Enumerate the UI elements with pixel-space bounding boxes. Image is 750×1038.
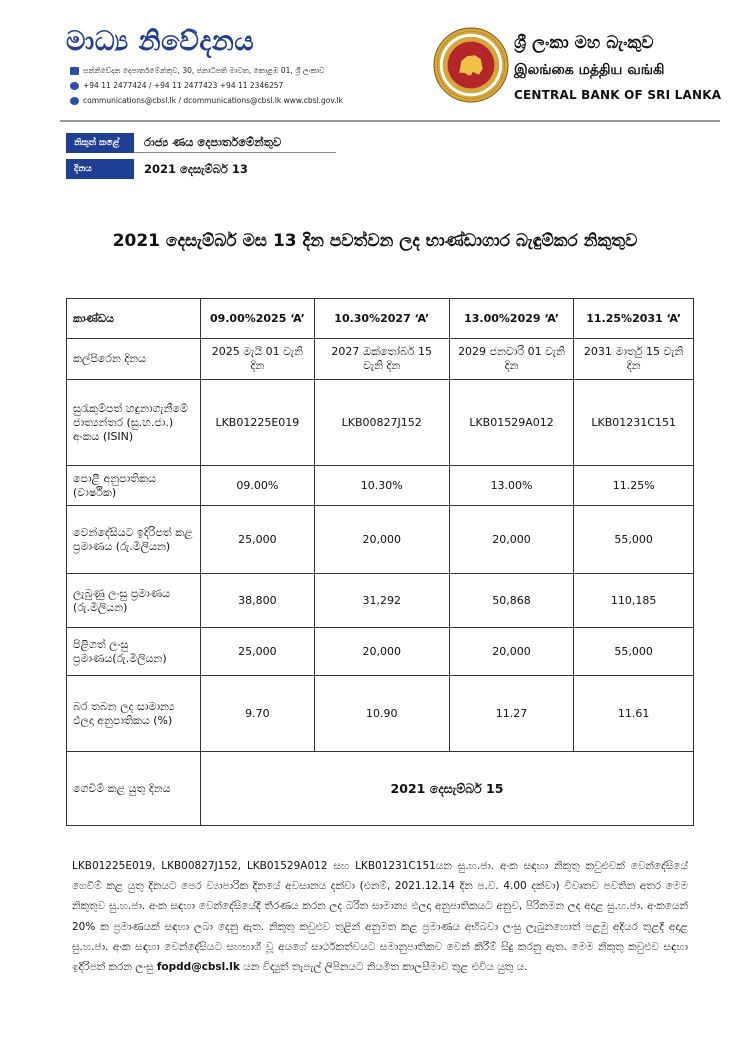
letterhead (0, 0, 750, 122)
email-web-text[interactable]: communications@cbsl.lk / dcommunications@cbsl.lk www.cbsl.gov.lk (83, 96, 344, 105)
header-divider (60, 120, 720, 122)
row-label: කල්පිරෙන දිනය (67, 339, 201, 380)
phone-text: +94 11 2477424 / +94 11 2477423 +94 11 2346257 (83, 81, 284, 90)
table-cell: 20,000 (314, 628, 449, 676)
table-cell: 20,000 (449, 506, 574, 574)
table-cell: 38,800 (201, 574, 315, 628)
auction-results-table (66, 298, 694, 826)
issued-by-value: රාජ්‍ය ණය දෙපාර්තමේන්තුව (134, 133, 336, 153)
table-cell: 25,000 (201, 628, 315, 676)
table-cell: 10.30%2027 ‘A’ (314, 299, 449, 339)
table-cell: LKB00827J152 (314, 380, 449, 466)
row-label: බර තබන ලද සාමාන්‍ය ඵලදා අනුපාතිකය (%) (67, 676, 201, 752)
email-line (70, 96, 343, 105)
table-cell: 13.00% (449, 466, 574, 506)
table-row (67, 628, 694, 676)
row-label: කාණ්ඩය (67, 299, 201, 339)
row-label: පිළිගත් ලංසු ප්‍රමාණය(රු.මිලියන) (67, 628, 201, 676)
table-cell: 2027 ඔක්තෝබර් 15 වැනි දින (314, 339, 449, 380)
table-cell: 25,000 (201, 506, 315, 574)
table-cell: 55,000 (574, 628, 694, 676)
table-row (67, 299, 694, 339)
address-line (70, 66, 324, 76)
paragraph-tail: යන විද්‍යුත් තැපැල් ලිපිනයට නියමිත කාලසීමාව තුළ එවිය යුතු ය. (243, 961, 528, 974)
table-cell: 11.61 (574, 676, 694, 752)
row-label: වෙන්දේසියට ඉදිරිපත් කළ ප්‍රමාණය (රු.මිලියන) (67, 506, 201, 574)
table-cell: 20,000 (449, 628, 574, 676)
table-row (67, 574, 694, 628)
table-row (67, 752, 694, 826)
phone-line (70, 81, 283, 90)
table-cell: 9.70 (201, 676, 315, 752)
table-cell: 10.90 (314, 676, 449, 752)
table-cell: 11.27 (449, 676, 574, 752)
table-cell: 09.00% (201, 466, 315, 506)
row-label: සුරැකුම්පත් හඳුනාගැනීමේ ජාත්‍යන්තර (සු.හ.ජා.) අංකය (ISIN) (67, 380, 201, 466)
table-cell: 11.25% (574, 466, 694, 506)
row-label: පොළී අනුපාතිකය (වාර්ෂික) (67, 466, 201, 506)
table-cell: 2029 ජනවාරි 01 වැනි දින (449, 339, 574, 380)
at-icon (70, 97, 79, 105)
table-row (67, 339, 694, 380)
date-row (66, 159, 336, 179)
table-cell: 2025 මැයි 01 වැනි දින (201, 339, 315, 380)
media-release-title: මාධ්‍ය නිවේදනය (66, 26, 255, 57)
table-row (67, 676, 694, 752)
table-cell: 20,000 (314, 506, 449, 574)
issued-by-label: නිකුත් කළේ (66, 133, 134, 153)
table-row (67, 506, 694, 574)
paragraph-text: LKB01225E019, LKB00827J152, LKB01529A012 සහ LKB01231C151යන සු.හ.ජා. අංක සඳහා නිකුතු කවුළුවක් වෙන්දේසියේ ගෙවීම් කළ යුතු දිනයට පෙර ව්‍යාපාරික දිනයේ අවසානය දක්වා (එනම්, 2021.12.14 දින ප.ව. 4.00 දක්වා) විවෘතව පවතින අතර මෙම නිකුතුව සු.හ.ජා. අංක සඳහා වෙන්දේසියේදී තීරණය කරන ලද බරිත සාමාන්‍ය ඵලදා අනුපාතිකයට අනුව, පිරිනමන ලද අදාළ සු.හ.ජා. අංකයෙන් 20% ක ප්‍රමාණයක් සඳහා ලබා දෙනු ඇත. නිකුතු කවුළුව තුළින් අනුමත කළ ප්‍රමාණය අභිබවා ලංසු ලැබුනහොත් පළමු අදියර තුළදී අදාළ සු.හ.ජා. අංක සඳහා වෙන්දේසියට සහභාගී වූ අයගේ සාර්ථකත්වයට සමානුපාතිකව වෙන් කිරීම් සිදු කරනු ඇත. මෙම නිකුතු කවුළුව සඳහා ඉදිරිපත් කරන ලංසු (72, 860, 688, 974)
table-cell: LKB01225E019 (201, 380, 315, 466)
phone-icon (70, 82, 79, 90)
bank-name-tamil: இலங்கை மத்திய வங்கி (514, 62, 665, 78)
date-label: දිනය (66, 159, 134, 179)
table-cell: LKB01529A012 (449, 380, 574, 466)
table-cell: 13.00%2029 ‘A’ (449, 299, 574, 339)
body-paragraph (72, 856, 688, 977)
table-row (67, 466, 694, 506)
settlement-date-value: 2021 දෙසැම්බර් 15 (201, 752, 694, 826)
address-text: සන්නිවේදන දෙපාර්තමේන්තුව, 30, ජනාධිපති මාවත, කොළඹ 01, ශ්‍රී ලංකාව (83, 66, 325, 75)
issued-by-row (66, 133, 336, 153)
table-cell: 11.25%2031 ‘A’ (574, 299, 694, 339)
mail-icon (70, 67, 79, 75)
table-row (67, 380, 694, 466)
settlement-date-label: ගෙවීම් කළ යුතු දිනය (67, 752, 201, 826)
table-cell: 55,000 (574, 506, 694, 574)
submission-email-link[interactable]: fopdd@cbsl.lk (156, 961, 240, 974)
table-cell: 10.30% (314, 466, 449, 506)
table-cell: 31,292 (314, 574, 449, 628)
row-label: ලැබුණු ලංසු ප්‍රමාණය (රු.මිලියන) (67, 574, 201, 628)
bank-name-sinhala: ශ්‍රී ලංකා මහ බැංකුව (514, 33, 654, 53)
table-cell: 110,185 (574, 574, 694, 628)
table-cell: 50,868 (449, 574, 574, 628)
bank-name-english: CENTRAL BANK OF SRI LANKA (514, 88, 722, 102)
cbsl-seal-icon (432, 26, 510, 104)
table-cell: LKB01231C151 (574, 380, 694, 466)
date-value: 2021 දෙසැම්බර් 13 (144, 161, 248, 176)
table-cell: 09.00%2025 ‘A’ (201, 299, 315, 339)
table-cell: 2031 මාර්තු 15 වැනි දින (574, 339, 694, 380)
document-title: 2021 දෙසැම්බර් මස 13 දින පවත්වන ලද භාණ්ඩාගාර බැඳුම්කර නිකුතුව (112, 231, 638, 251)
